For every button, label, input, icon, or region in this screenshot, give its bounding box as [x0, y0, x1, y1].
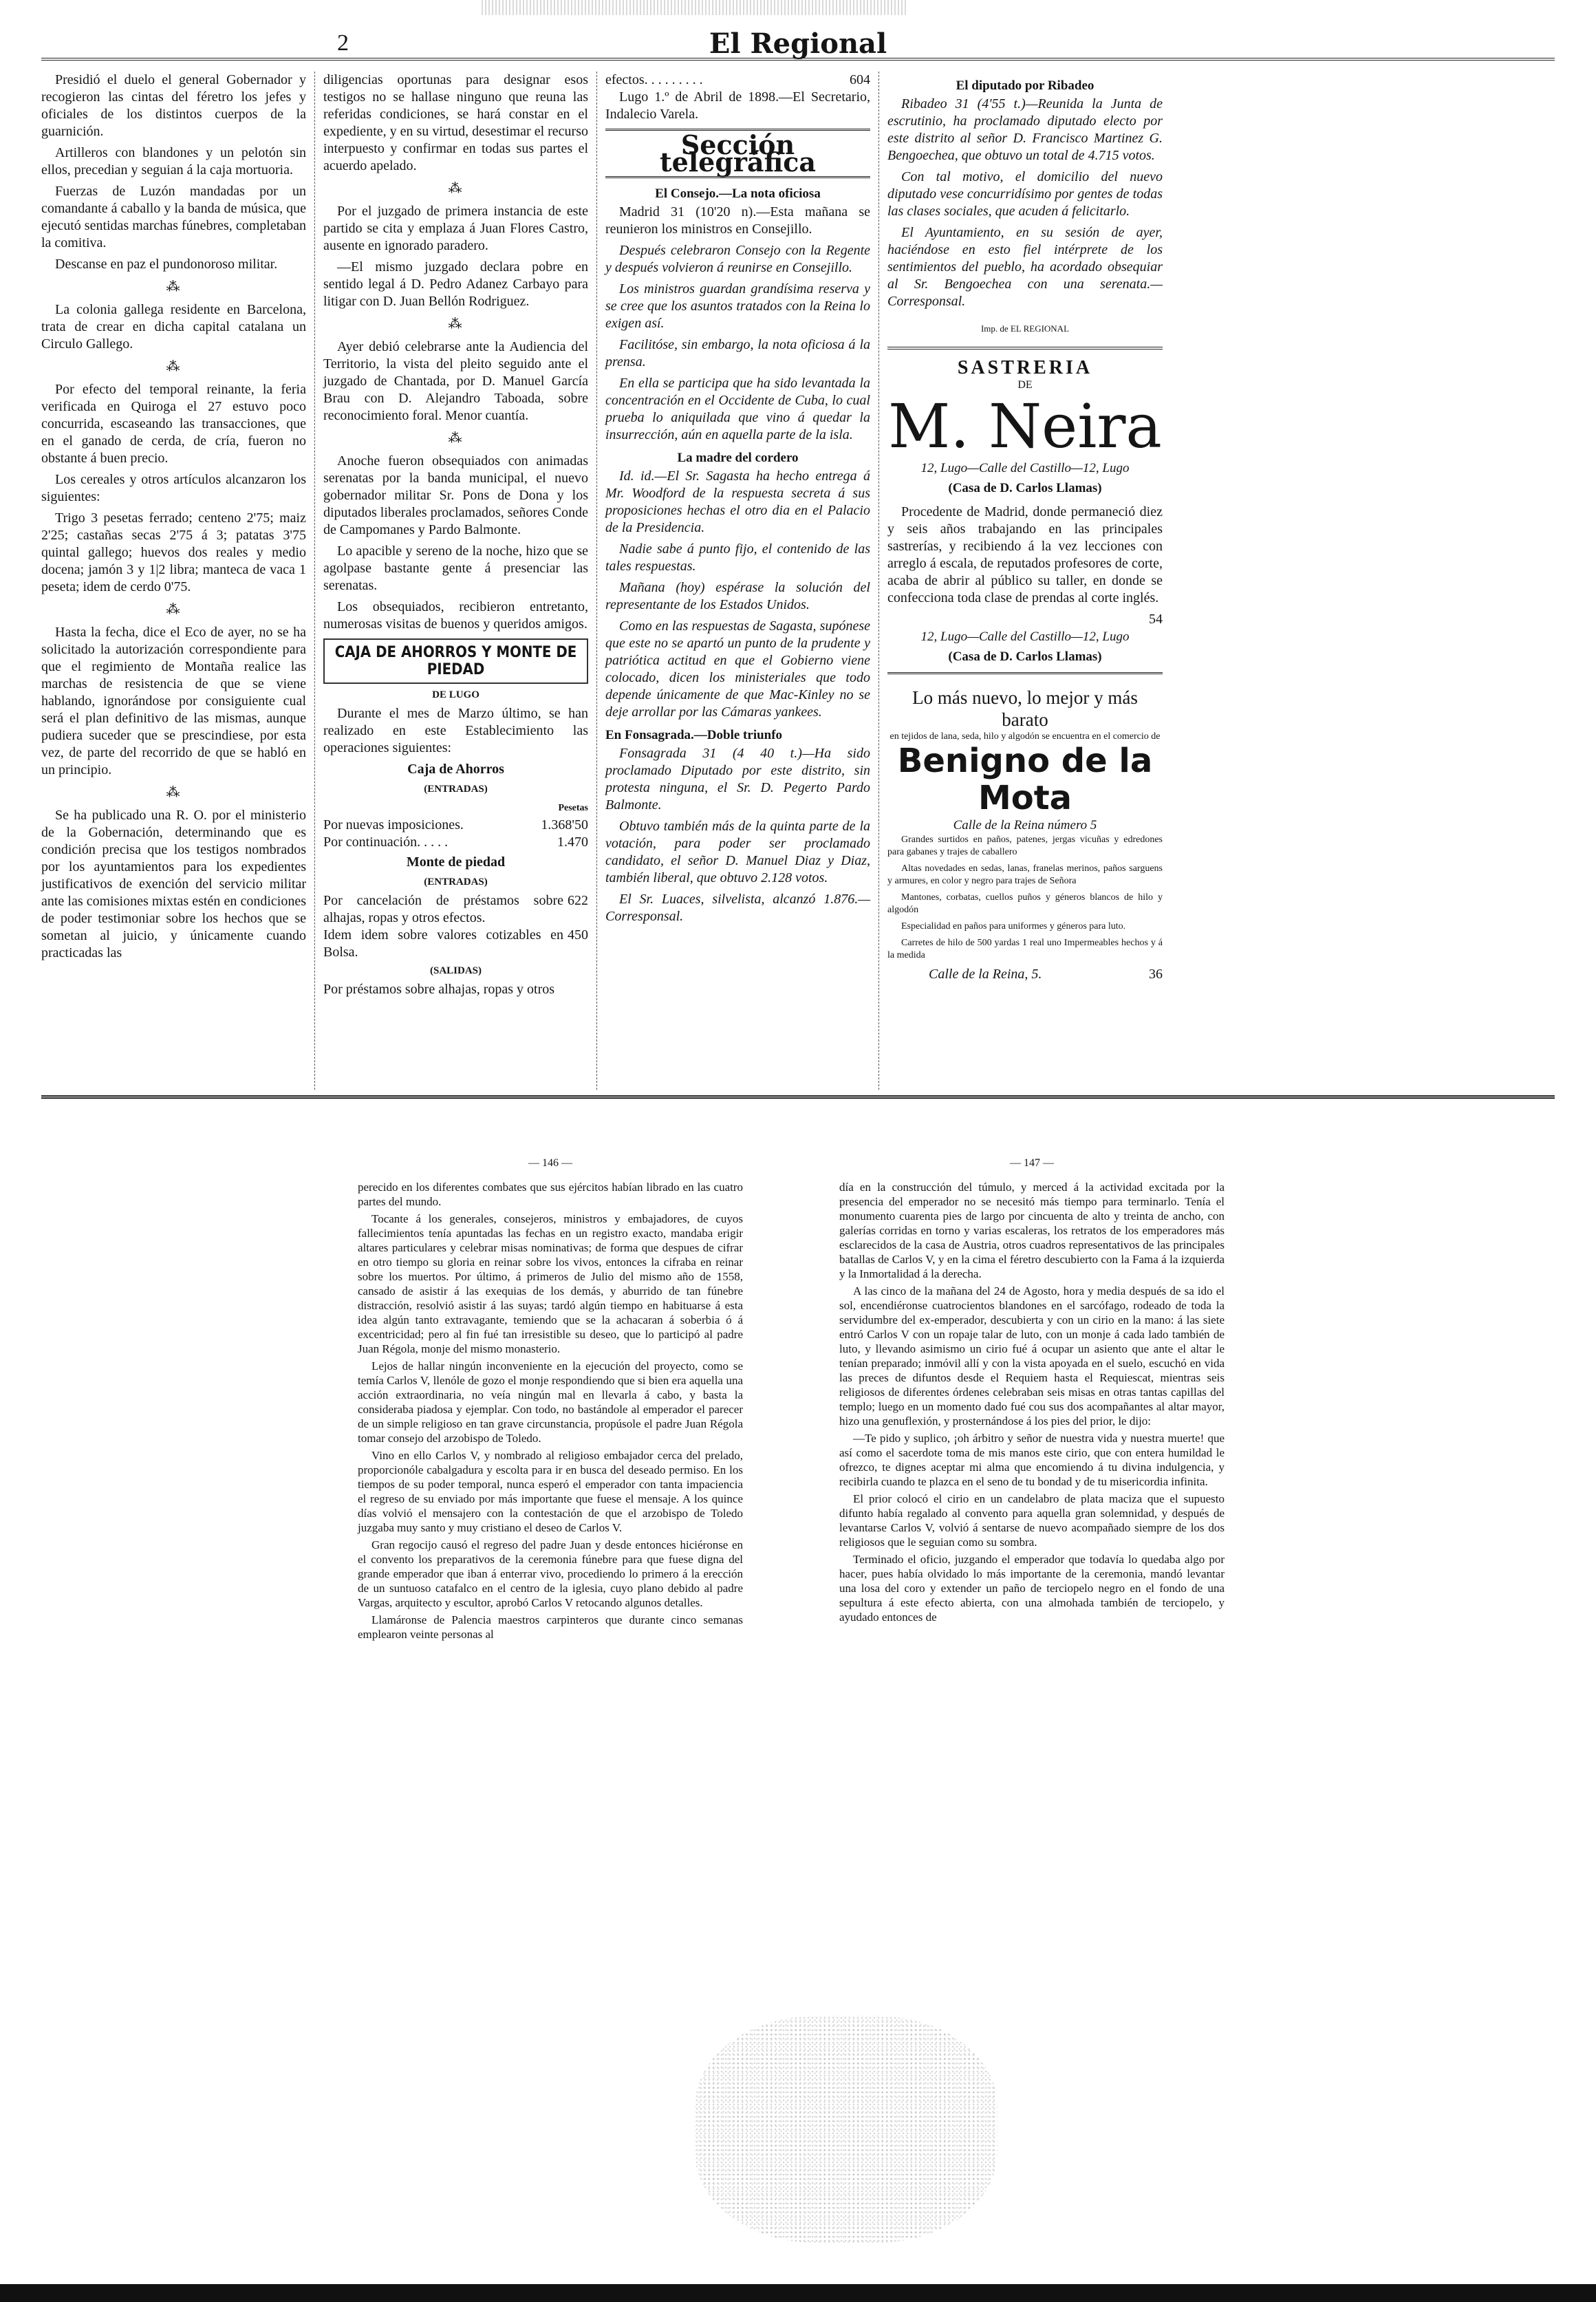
- ad-mota-item: Carretes de hilo de 500 yardas 1 real uno Impermeables hechos y á la medida: [887, 938, 1163, 960]
- row-label: Por nuevas imposiciones.: [323, 817, 464, 832]
- paragraph: Ayer debió celebrarse ante la Audiencia del Territorio, la vista del pleito seguido ante el juzgado de Chantada, por D. Manuel García Brau con D. Alejandro Taboada, sobre reconocimiento foral. Menor cuantía.: [323, 339, 588, 423]
- paragraph: Madrid 31 (10'20 n).—Esta mañana se reunieron los ministros en Consejillo.: [605, 204, 870, 237]
- ad-mota-name: Benigno de la Mota: [897, 742, 1153, 817]
- paragraph: Llamáronse de Palencia maestros carpinteros que durante cinco semanas emplearon veinte personas al: [358, 1613, 743, 1641]
- row-value: 1.368'50: [541, 817, 588, 832]
- ad-neira-casa: (Casa de D. Carlos Llamas): [948, 481, 1102, 495]
- paragraph: Gran regocijo causó el regreso del padre Juan y desde entonces hiciéronse en el convento los preparativos de la ceremonia fúnebre para que fuese digna del grande emperador que iban á enterrar vivo, procediendo lo primero á la erección de un suntuoso catafalco en el centro de la iglesia, cuyo plano debido al padre Vargas, arquitecto y escultor, aprobó Carlos V retocando algunos detalles.: [358, 1538, 743, 1609]
- ad-neira-name: M. Neira: [888, 391, 1162, 462]
- ad-neira-body: Procedente de Madrid, donde permaneció diez y seis años trabajando en las principales sastrerías, y recibiendo á la vez lecciones con arreglo á escala, de reputados profesores de corte, acaba de abrir al público su taller, en donde se confecciona toda clase de prendas al corte inglés.: [887, 504, 1163, 605]
- paragraph: Por efecto del temporal reinante, la feria verificada en Quiroga el 27 estuvo poco concurrida, escaseando las transacciones, que en el ganado de cerda, de cría, fueron no obstante á buen precio.: [41, 382, 306, 466]
- paragraph: perecido en los diferentes combates que sus ejércitos habían librado en las cuatro partes del mundo.: [358, 1181, 743, 1208]
- paragraph: —Te pido y suplico, ¡oh árbitro y señor de nuestra vida y nuestra muerte! que así como el sacerdote toma de mis manos este cirio, que con entera humildad le ofrezco, te dignes aceptar mi alma que encomiendo á tu divina indulgencia, y recibirla cuando te plazca en el seno de tu bondad y de tu misericordia infinita.: [839, 1432, 1225, 1488]
- paragraph: Fonsagrada 31 (4 40 t.)—Ha sido proclamado Diputado por este distrito, sin protesta ninguna, el Sr. D. Pegerto Pardo Balmonte.: [605, 746, 870, 813]
- newspaper-page: [41, 28, 1555, 1121]
- caja-subtitle: DE LUGO: [432, 689, 479, 700]
- paragraph: Artilleros con blandones y un pelotón sin ellos, precedian y seguian á la caja mortuoria.: [41, 145, 306, 178]
- paragraph: Obtuvo también más de la quinta parte de la votación, para poder ser proclamado candidato, el señor D. Manuel Diaz y Diaz, también liberal, que obtuvo 2.128 votos.: [605, 819, 870, 885]
- paragraph: diligencias oportunas para designar esos testigos no se hallase ninguno que reuna las referidas condiciones, se hará constar en el expediente, y en su virtud, desestimar el recurso interpuesto y confirmar en todas sus partes el acuerdo apelado.: [323, 72, 588, 173]
- paragraph: El Sr. Luaces, silvelista, alcanzó 1.876.—Corresponsal.: [605, 892, 870, 924]
- paragraph: Lo apacible y sereno de la noche, hizo que se agolpase bastante gente á presenciar las serenatas.: [323, 544, 588, 593]
- seccion-telegrafica-title: Sección telegráfica: [605, 129, 870, 178]
- row-label: efectos. . . . . . . . .: [605, 72, 703, 87]
- madre-heading: La madre del cordero: [677, 451, 799, 465]
- paragraph: Trigo 3 pesetas ferrado; centeno 2'75; maiz 2'25; castañas secas 2'75 á 3; patatas 3'75 quintal gallego; huevos dos reales y medio docena; jamón 3 y 1|2 libra; manteca de vaca 1 peseta; idem de cerdo 0'75.: [41, 510, 306, 594]
- row-label: Por cancelación de préstamos sobre alhajas, ropas y otros efectos.: [323, 893, 563, 925]
- caja-intro: Durante el mes de Marzo último, se han realizado en este Establecimiento las operaciones siguientes:: [323, 706, 588, 755]
- ad-mota-footer: [887, 966, 1163, 983]
- masthead: El Regional: [709, 28, 887, 60]
- paragraph: Tocante á los generales, consejeros, ministros y embajadores, de cuyos fallecimientos tenía apuntadas las fechas en un registro exacto, mandaba erigir altares particulares y celebrar misas nominativas; de forma que despues de cifrar en otro tiempo su gloria en reinar sobre los vivos, entonces la cifraba en reinar sobre los muertos. Por último, á primeros de Julio del mismo año de 1558, cansado de asistir á las exequias de los demás, y aburrido de tan fúnebre distracción, resolvió asistir á las suyas; tardó algún tiempo en habituarse á esta idea algún tanto extravagante, temiendo que se la achacaran á soberbia ó á excentricidad; pero al fin fué tan irresistible su deseo, que lo participó al padre Juan Régola, monje del mismo monasterio.: [358, 1212, 743, 1355]
- ad-mota-item: Altas novedades en sedas, lanas, franelas merinos, paños sarguens y armures, en color y negro para trajes de Señora: [887, 863, 1163, 886]
- paragraph: A las cinco de la mañana del 24 de Agosto, hora y media después de sa ido el sol, encendiéronse cuatrocientos blandones en el sarcófago, rodeado de toda la servidumbre del ex-emperador, descubierta y con un cirio en la mano: á las siete entró Carlos V con un ropaje talar de luto, con un monje á cada lado también de luto, y llevando asimismo un cirio fué á ocupar un asiento que ante el altar le tenían preparado; inmóvil allí y con la vista apoyada en el suelo, escuchó en vida las preces de difuntos desde el Requiem hasta el Requiescat, mientras seis religiosos de diferentes órdenes celebraban seis misas en otras tantas capillas del templo; luego en un momento dado fué cou sus dos acompañantes al altar mayor, hizo una genuflexión, y prosternándose á los pies del prior, le dijo:: [839, 1284, 1225, 1428]
- ad-neira-number: 54: [1149, 612, 1163, 627]
- column-rule: [314, 72, 315, 1090]
- paragraph: El Ayuntamiento, en su sesión de ayer, haciéndose en esto fiel intérprete de los sentimientos del pueblo, ha acordado obsequiar al Sr. Bengoechea con una serenata.—Corresponsal.: [887, 225, 1163, 309]
- monte-title: Monte de piedad: [406, 854, 506, 870]
- table-row: [323, 834, 588, 851]
- table-row: [323, 892, 588, 927]
- newspaper-header: [41, 28, 1555, 61]
- scan-bottom-edge: [0, 2284, 1596, 2302]
- column-1: [41, 72, 306, 1090]
- ahorros-entradas: (ENTRADAS): [424, 784, 488, 795]
- paragraph: Los cereales y otros artículos alcanzaron los siguientes:: [41, 472, 306, 504]
- book-page-number: — 147 —: [1010, 1157, 1054, 1169]
- ad-mota-address: Calle de la Reina número 5: [953, 818, 1097, 832]
- row-value: 604: [850, 72, 870, 87]
- book-page-number: — 146 —: [528, 1157, 572, 1169]
- consejo-heading: El Consejo.—La nota oficiosa: [655, 186, 821, 201]
- newspaper-footer-rule: [41, 1095, 1555, 1099]
- paragraph: Terminado el oficio, juzgando el emperador que todavía lo quedaba algo por hacer, pues había olvidado lo más importante de la ceremonia, mandó levantar una losa del coro y extender un paño de terciopelo negro en el fondo de una sepultura á este efecto abierta, con una almohada también de terciopelo, y ayudado entonces de: [839, 1553, 1225, 1624]
- separator-stars: ⁂: [166, 602, 182, 617]
- paragraph: Nadie sabe á punto fijo, el contenido de las tales respuestas.: [605, 541, 870, 574]
- table-row: [323, 927, 588, 961]
- monte-salidas: (SALIDAS): [429, 965, 482, 976]
- caja-signoff: Lugo 1.º de Abril de 1898.—El Secretario, Indalecio Varela.: [605, 89, 870, 122]
- paragraph: Hasta la fecha, dice el Eco de ayer, no se ha solicitado la autorización correspondiente para que el regimiento de Montaña realice las marchas de resistencia de que se viene hablando, ignorándose por consiguiente cual será el plan definitivo de las mismas, aunque pudiera suceder que se prescindiese, por esta vez, de parte del recorrido de que se habló en un principio.: [41, 625, 306, 777]
- ad-mota-title: Lo más nuevo, lo mejor y más barato: [912, 687, 1138, 730]
- ad-neira-casa-2: (Casa de D. Carlos Llamas): [948, 649, 1102, 664]
- column-3: [605, 72, 870, 1090]
- paragraph: En ella se participa que ha sido levantada la concentración en el Occidente de Cuba, lo cual prueba lo aniquilada que vino á quedar la insurrección, aún en aquella parte de la isla.: [605, 376, 870, 442]
- newspaper-columns: [41, 72, 1555, 1090]
- ad-divider: [887, 672, 1163, 674]
- ad-mota-number: 36: [1149, 967, 1163, 982]
- column-rule: [878, 72, 879, 1090]
- separator-stars: ⁂: [166, 359, 182, 374]
- paragraph: Con tal motivo, el domicilio del nuevo diputado vese concurridísimo por gentes de todas las clases sociales, que acuden á felicitarlo.: [887, 169, 1163, 219]
- paragraph: Descanse en paz el pundonoroso militar.: [55, 257, 278, 272]
- paragraph: Id. id.—El Sr. Sagasta ha hecho entrega á Mr. Woodford de la respuesta secreta á sus proposiciones hechas el otro dia en el Palacio de la Presidencia.: [605, 469, 870, 535]
- row-label: Idem idem sobre valores cotizables en Bolsa.: [323, 927, 563, 960]
- paragraph: Facilitóse, sin embargo, la nota oficiosa á la prensa.: [605, 337, 870, 369]
- ad-neira-address: 12, Lugo—Calle del Castillo—12, Lugo: [920, 461, 1130, 475]
- paragraph: Después celebraron Consejo con la Regente y después volvieron á reunirse en Consejillo.: [605, 243, 870, 275]
- page-number: 2: [337, 30, 349, 56]
- caja-title: CAJA DE AHORROS Y MONTE DE PIEDAD: [323, 638, 588, 684]
- table-row: [605, 72, 870, 89]
- paragraph: Presidió el duelo el general Gobernador y recogieron las cintas del féretro los jefes y oficiales de los distintos cuerpos de la guarnición.: [41, 72, 306, 139]
- salidas-text: Por préstamos sobre alhajas, ropas y otros: [323, 982, 555, 997]
- book-page-left: [358, 1156, 743, 1644]
- ad-sastreria-label: SASTRERIA: [957, 357, 1093, 378]
- paragraph: La colonia gallega residente en Barcelona, trata de crear en dicha capital catalana un Circulo Gallego.: [41, 302, 306, 352]
- ad-de-label: DE: [1017, 379, 1033, 391]
- paragraph: Los obsequiados, recibieron entretanto, numerosas visitas de buenos y queridos amigos.: [323, 599, 588, 632]
- imprenta-line: Imp. de EL REGIONAL: [980, 323, 1070, 334]
- row-value: 450: [568, 927, 588, 943]
- row-value: 1.470: [557, 835, 588, 850]
- column-4: [887, 72, 1163, 1090]
- paragraph: día en la construcción del túmulo, y merced á la actividad excitada por la presencia del emperador no se necesitó más tiempo para terminarlo. Tenía el monumento cuarenta pies de largo por cincuenta de alto y treinta de ancho, con galerías corridas en torno y varias escaleras, los retratos de los emperadores más esclarecidos de la casa de Austria, otros cuadros representativos de las principales batallas de Carlos V, y en la cima el féretro descubierto con la Fama á la izquierda y la Inmortalidad á la derecha.: [839, 1181, 1225, 1280]
- ad-neira-address-2: 12, Lugo—Calle del Castillo—12, Lugo: [920, 630, 1130, 644]
- diputado-heading: El diputado por Ribadeo: [956, 78, 1094, 93]
- paragraph: El prior colocó el cirio en un candelabro de plata maciza que el supuesto difunto había regalado al convento para aquella gran solemnidad, y después de levantarse Carlos V, volvió á sentarse de nuevo acompañado siempre de los dos religiosos que le seguian como su sombra.: [839, 1492, 1225, 1549]
- scan-noise-top: [482, 0, 908, 15]
- paragraph: Mañana (hoy) espérase la solución del representante de los Estados Unidos.: [605, 580, 870, 612]
- row-label: Por continuación. . . . .: [323, 835, 449, 850]
- paragraph: Por el juzgado de primera instancia de este partido se cita y emplaza á Juan Flores Castro, ausente en ignorado paradero.: [323, 204, 588, 253]
- separator-stars: ⁂: [448, 181, 464, 196]
- ad-mota-item: Especialidad en paños para uniformes y géneros para luto.: [901, 921, 1126, 932]
- separator-stars: ⁂: [166, 785, 182, 800]
- fonsagrada-heading: En Fonsagrada.—Doble triunfo: [605, 728, 783, 742]
- ad-divider: [887, 347, 1163, 349]
- row-value: 622: [568, 893, 588, 908]
- separator-stars: ⁂: [166, 279, 182, 294]
- paragraph: Ribadeo 31 (4'55 t.)—Reunida la Junta de escrutinio, ha proclamado diputado electo por este distrito al señor D. Francisco Martinez G. Bengoechea, que obtuvo un total de 4.715 votos.: [887, 96, 1163, 163]
- paragraph: Vino en ello Carlos V, y nombrado al religioso embajador cerca del prelado, proporcionóle cabalgadura y escolta para ir en busca del deseado permiso. En los tiempos de su poder temporal, nunca esperó el emperador con tanta impaciencia el regreso de su enviado por más importante que fuese el mensaje. A los quince días volvió el mensajero con la contestación de que el arzobispo de Toledo juzgaba muy santo y muy cristiano el deseo de Carlos V.: [358, 1449, 743, 1534]
- paragraph: Fuerzas de Luzón mandadas por un comandante á caballo y la banda de música, que ejecutó sentidas marchas fúnebres, completaban la comitiva.: [41, 184, 306, 250]
- scan-noise-bottom: [695, 2016, 998, 2243]
- ad-mota-foot: Calle de la Reina, 5.: [929, 967, 1042, 982]
- paragraph: Los ministros guardan grandísima reserva y se cree que los asuntos tratados con la Reina lo exigen así.: [605, 281, 870, 331]
- paragraph: Lejos de hallar ningún inconveniente en la ejecución del proyecto, como se temía Carlos V, llenóle de gozo el monje respondiendo que si bien era aquella una acción extraordinaria, no veía ningún mal en llevarla á cabo, y basta la consideraba piadosa y ejemplar. Con todo, no bastándole al emperador el parecer de un simple religioso en tan grave circunstancia, propúsole el padre Juan Régola tomar consejo del arzobispo de Toledo.: [358, 1359, 743, 1445]
- book-page-right: [839, 1156, 1225, 1627]
- paragraph: Se ha publicado una R. O. por el ministerio de la Gobernación, determinando que es condición precisa que los testigos nombrados por los ayuntamientos para los expedientes justificativos de exención del servicio militar ante las comisiones mixtas estén en condiciones de poder testimoniar sobre los hechos que se sometan al juicio, y únicamente cuando practicadas las: [41, 808, 306, 960]
- paragraph: —El mismo juzgado declara pobre en sentido legal á D. Pedro Adanez Carbayo para litigar con D. Juan Bellón Rodriguez.: [323, 259, 588, 309]
- separator-stars: ⁂: [448, 431, 464, 446]
- pesetas-label: Pesetas: [558, 803, 588, 813]
- ad-mota-tagline: en tejidos de lana, seda, hilo y algodón se encuentra en el comercio de: [889, 731, 1161, 742]
- ad-mota-item: Mantones, corbatas, cuellos puños y géneros blancos de hilo y algodón: [887, 892, 1163, 915]
- ad-mota-item: Grandes surtidos en paños, patenes, jergas vicuñas y edredones para gabanes y trajes de caballero: [887, 835, 1163, 857]
- paragraph: Como en las respuestas de Sagasta, supónese que este no se apartó un punto de la prudente y patriótica actitud en que el Gobierno viene colocado, dicen los ministeriales que todo depende únicamente de que Mac-Kinley no se deje arrollar por las Cámaras yankees.: [605, 618, 870, 720]
- ahorros-title: Caja de Ahorros: [407, 762, 504, 777]
- column-2: [323, 72, 588, 1090]
- column-rule: [596, 72, 597, 1090]
- paragraph: Anoche fueron obsequiados con animadas serenatas por la banda municipal, el nuevo gobernador militar Sr. Pons de Dona y los diputados liberales proclamados, señores Conde de Campomanes y Pardo Balmonte.: [323, 453, 588, 537]
- separator-stars: ⁂: [448, 316, 464, 332]
- table-row: [323, 817, 588, 834]
- monte-entradas: (ENTRADAS): [424, 876, 488, 888]
